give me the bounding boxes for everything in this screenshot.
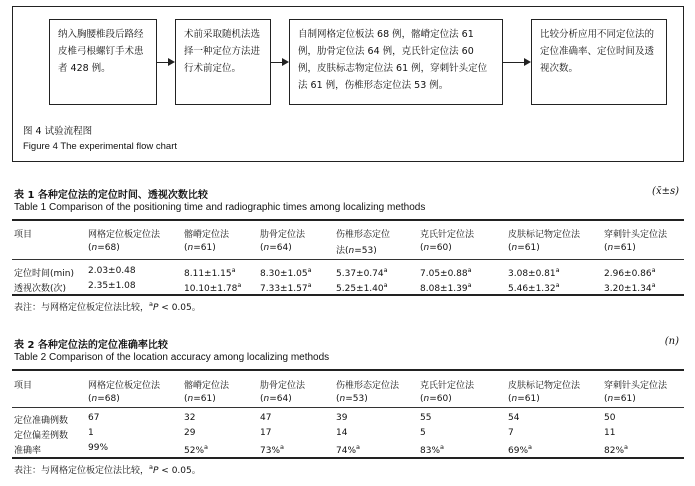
table2-header-6: 皮肤标记物定位法 — [508, 381, 581, 391]
flow-box-randomization-text: 术前采取随机法选择一种定位方法进行术前定位。 — [184, 29, 261, 74]
table1-cell: 7.05±0.88$^a$ — [420, 266, 472, 279]
table2-cell: 14 — [336, 428, 348, 438]
table2-header-6-n: (n=61) — [508, 394, 540, 404]
table2-header-2-n: (n=61) — [184, 394, 216, 404]
table2-header-4-n: (n=53) — [336, 394, 368, 404]
table2-header-5: 克氏针定位法 — [420, 381, 475, 391]
table2-header-rule — [12, 407, 684, 408]
table2-row-label: 准确率 — [14, 446, 42, 456]
table1-cell: 7.33±1.57$^a$ — [260, 281, 312, 294]
table1-bottom-rule — [12, 294, 684, 296]
table1-cell: 5.37±0.74$^a$ — [336, 266, 388, 279]
table1-header-5: 克氏针定位法 — [420, 230, 475, 240]
flow-box-groups — [289, 19, 503, 105]
table2-cell: 32 — [184, 413, 196, 423]
table2-cell: 67 — [88, 413, 100, 423]
table1-header-6-n: (n=61) — [508, 243, 540, 253]
table2-cell: 55 — [420, 413, 432, 423]
table1-cell: 10.10±1.78$^a$ — [184, 281, 242, 294]
table1-note: 表注：与网格定位板定位法比较，$^a$P < 0.05。 — [14, 300, 201, 313]
table2-header-4: 伤椎形态定位法 — [336, 381, 400, 391]
figure-caption-en: Figure 4 The experimental flow chart — [23, 141, 178, 152]
table2-header-3: 肋骨定位法 — [260, 381, 306, 391]
table1-header-4: 伤椎形态定位 — [336, 230, 391, 240]
table1-header-4-n: 法(n=53) — [336, 246, 377, 256]
table2-header-1-n: (n=68) — [88, 394, 120, 404]
table2-title-cn: 表 2 各种定位法的定位准确率比较 — [14, 340, 168, 351]
table2-header-3-n: (n=64) — [260, 394, 292, 404]
table1-header-2: 髂嵴定位法 — [184, 230, 230, 240]
table1-cell: 3.20±1.34$^a$ — [604, 281, 656, 294]
flow-box-enrollment — [49, 19, 157, 105]
table2-header-1: 网格定位板定位法 — [88, 381, 161, 391]
table1-row-label: 定位时间(min) — [14, 269, 74, 279]
flow-arrow-1-line — [157, 62, 168, 63]
table2-cell: 82%$^a$ — [604, 443, 628, 456]
table2-cell: 69%$^a$ — [508, 443, 532, 456]
table1-row-label: 透视次数(次) — [14, 284, 67, 294]
table1-cell: 5.25±1.40$^a$ — [336, 281, 388, 294]
table1-header-0: 项目 — [14, 230, 33, 240]
table1-cell: 2.03±0.48 — [88, 266, 136, 276]
table1-cell: 8.08±1.39$^a$ — [420, 281, 472, 294]
table2-header-5-n: (n=60) — [420, 394, 452, 404]
table2-cell: 99% — [88, 443, 109, 453]
table1-cell: 2.96±0.86$^a$ — [604, 266, 656, 279]
table1-header-2-n: (n=61) — [184, 243, 216, 253]
table2-row-label: 定位偏差例数 — [14, 431, 69, 441]
table2-cell: 54 — [508, 413, 520, 423]
table2-cell: 29 — [184, 428, 196, 438]
table2-header-2: 髂嵴定位法 — [184, 381, 230, 391]
table2-cell: 5 — [420, 428, 426, 438]
table2-cell: 47 — [260, 413, 272, 423]
table2-title-en: Table 2 Comparison of the location accuracy among localizing methods — [14, 352, 330, 363]
figure-caption-cn: 图 4 试验流程图 — [23, 126, 93, 137]
table2-cell: 52%$^a$ — [184, 443, 208, 456]
table1-cell: 3.08±0.81$^a$ — [508, 266, 560, 279]
flow-arrow-3-line — [503, 62, 524, 63]
flow-arrow-3-head — [524, 58, 531, 66]
table2-bottom-rule — [12, 457, 684, 459]
table2-header-7: 穿刺针头定位法 — [604, 381, 668, 391]
table2-cell: 73%$^a$ — [260, 443, 284, 456]
table1-header-7-n: (n=61) — [604, 243, 636, 253]
table2-top-rule — [12, 369, 684, 371]
flow-chart-figure — [12, 6, 684, 162]
table2-row-label: 定位准确例数 — [14, 416, 69, 426]
table1-top-rule — [12, 219, 684, 221]
table1-header-1: 网格定位板定位法 — [88, 230, 161, 240]
table2-cell: 1 — [88, 428, 94, 438]
table1-header-7: 穿刺针头定位法 — [604, 230, 668, 240]
table2-header-7-n: (n=61) — [604, 394, 636, 404]
table2-unit: (n) — [664, 336, 679, 347]
table1-header-rule — [12, 259, 684, 260]
table2-cell: 11 — [604, 428, 616, 438]
table1-header-6: 皮肤标记物定位法 — [508, 230, 581, 240]
table1-unit: (x̄±s) — [652, 186, 679, 197]
table2-note: 表注：与网格定位板定位法比较，$^a$P < 0.05。 — [14, 463, 201, 476]
table1-header-3-n: (n=64) — [260, 243, 292, 253]
table2-header-0: 项目 — [14, 381, 33, 391]
flow-box-groups-text: 自制网格定位板法 68 例，髂嵴定位法 61 例，肋骨定位法 64 例，克氏针定位法 60 例，皮肤标志物定位法 61 例，穿刺针头定位法 61 例，伤椎形态定位法 53 例。 — [298, 29, 488, 91]
flow-box-enrollment-text: 纳入胸腰椎段后路经皮椎弓根螺钉手术患者 428 例。 — [58, 29, 144, 74]
table2-cell: 17 — [260, 428, 272, 438]
table2-cell: 39 — [336, 413, 348, 423]
flow-arrow-2-line — [271, 62, 282, 63]
table1-cell: 2.35±1.08 — [88, 281, 136, 291]
table1-header-1-n: (n=68) — [88, 243, 120, 253]
flow-box-randomization — [175, 19, 271, 105]
table2-cell: 83%$^a$ — [420, 443, 444, 456]
table2-cell: 7 — [508, 428, 514, 438]
table2-cell: 74%$^a$ — [336, 443, 360, 456]
flow-arrow-2-head — [282, 58, 289, 66]
table1-header-5-n: (n=60) — [420, 243, 452, 253]
table1-header-3: 肋骨定位法 — [260, 230, 306, 240]
flow-box-analysis-text: 比较分析应用不同定位法的定位准确率、定位时间及透视次数。 — [540, 29, 655, 74]
table1-title-en: Table 1 Comparison of the positioning time and radiographic times among localizing methods — [14, 202, 426, 213]
table1-cell: 8.11±1.15$^a$ — [184, 266, 236, 279]
table1-title-cn: 表 1 各种定位法的定位时间、透视次数比较 — [14, 190, 208, 201]
flow-box-analysis — [531, 19, 667, 105]
table1-cell: 5.46±1.32$^a$ — [508, 281, 560, 294]
flow-arrow-1-head — [168, 58, 175, 66]
table2-cell: 50 — [604, 413, 616, 423]
table1-cell: 8.30±1.05$^a$ — [260, 266, 312, 279]
